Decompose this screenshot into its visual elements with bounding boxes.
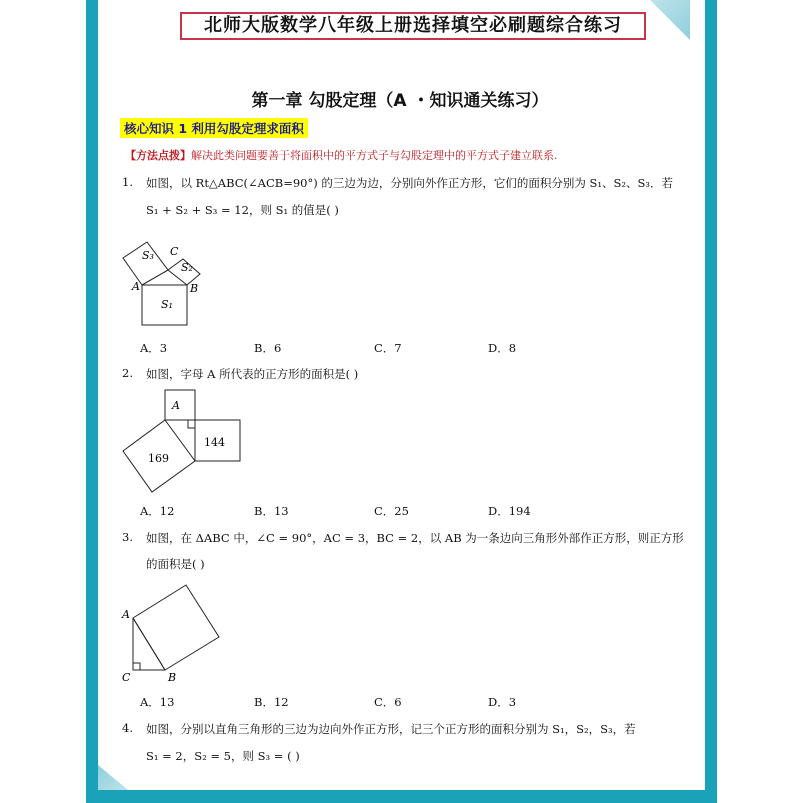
label-a: A xyxy=(172,399,180,412)
option-a[interactable]: A．12 xyxy=(140,504,175,518)
option-b[interactable]: B．6 xyxy=(254,341,282,355)
figure-q1 xyxy=(118,236,218,328)
option-d[interactable]: D．194 xyxy=(488,504,531,518)
corner-decoration xyxy=(650,0,690,40)
label-169: 169 xyxy=(148,452,169,465)
question-number: 4. xyxy=(122,721,133,735)
question-number: 3. xyxy=(122,530,133,544)
label-s3: S₃ xyxy=(142,249,154,262)
question-text: 的面积是( ) xyxy=(146,557,205,571)
label-c: C xyxy=(122,671,131,684)
method-text: 解决此类问题要善于将面积中的平方式子与勾股定理中的平方式子建立联系. xyxy=(191,149,558,162)
option-d[interactable]: D．3 xyxy=(488,695,517,709)
question-text: 如图，在 ΔABC 中，∠C = 90°，AC = 3，BC = 2，以 AB 为一条边向三角形外部作正方形，则正方形 xyxy=(146,531,684,545)
chapter-title: 第一章 勾股定理（A ・知识通关练习） xyxy=(251,91,549,111)
label-a: A xyxy=(122,608,130,621)
option-c[interactable]: C．6 xyxy=(374,695,402,709)
figure-q3 xyxy=(118,580,222,684)
page-frame-right xyxy=(705,0,717,803)
question-number: 2. xyxy=(122,366,133,380)
label-b: B xyxy=(168,671,177,684)
option-d[interactable]: D．8 xyxy=(488,341,517,355)
option-a[interactable]: A．3 xyxy=(140,341,168,355)
question-text: S₁ + S₂ + S₃ = 12，则 S₁ 的值是( ) xyxy=(146,203,339,217)
option-c[interactable]: C．7 xyxy=(374,341,402,355)
label-a: A xyxy=(132,280,140,293)
option-a[interactable]: A．13 xyxy=(140,695,175,709)
question-text: 如图，字母 A 所代表的正方形的面积是( ) xyxy=(146,367,359,381)
question-text: 如图，以 Rt△ABC(∠ACB=90°) 的三边为边，分别向外作正方形，它们的面积分别为 S₁、S₂、S₃．若 xyxy=(146,176,674,190)
label-s2: S₂ xyxy=(181,261,193,274)
section-heading: 核心知识 1 利用勾股定理求面积 xyxy=(120,118,308,138)
label-144: 144 xyxy=(204,436,225,449)
label-b: B xyxy=(190,282,199,295)
question-number: 1. xyxy=(122,175,133,189)
figure-q2 xyxy=(118,388,248,494)
question-text: S₁ = 2，S₂ = 5，则 S₃ = ( ) xyxy=(146,749,300,763)
page-frame-bottom xyxy=(86,790,717,803)
option-b[interactable]: B．12 xyxy=(254,695,289,709)
option-b[interactable]: B．13 xyxy=(254,504,289,518)
method-tip xyxy=(125,147,558,163)
option-c[interactable]: C．25 xyxy=(374,504,409,518)
method-tag: 【方法点拨】 xyxy=(125,149,191,162)
page-header: 北师大版数学八年级上册选择填空必刷题综合练习 xyxy=(180,12,646,40)
label-s1: S₁ xyxy=(161,298,173,311)
corner-decoration xyxy=(98,765,128,790)
page-frame-left xyxy=(86,0,98,803)
question-text: 如图，分别以直角三角形的三边为边向外作正方形，记三个正方形的面积分别为 S₁，S₂，S₃，若 xyxy=(146,722,636,736)
label-c: C xyxy=(170,245,179,258)
